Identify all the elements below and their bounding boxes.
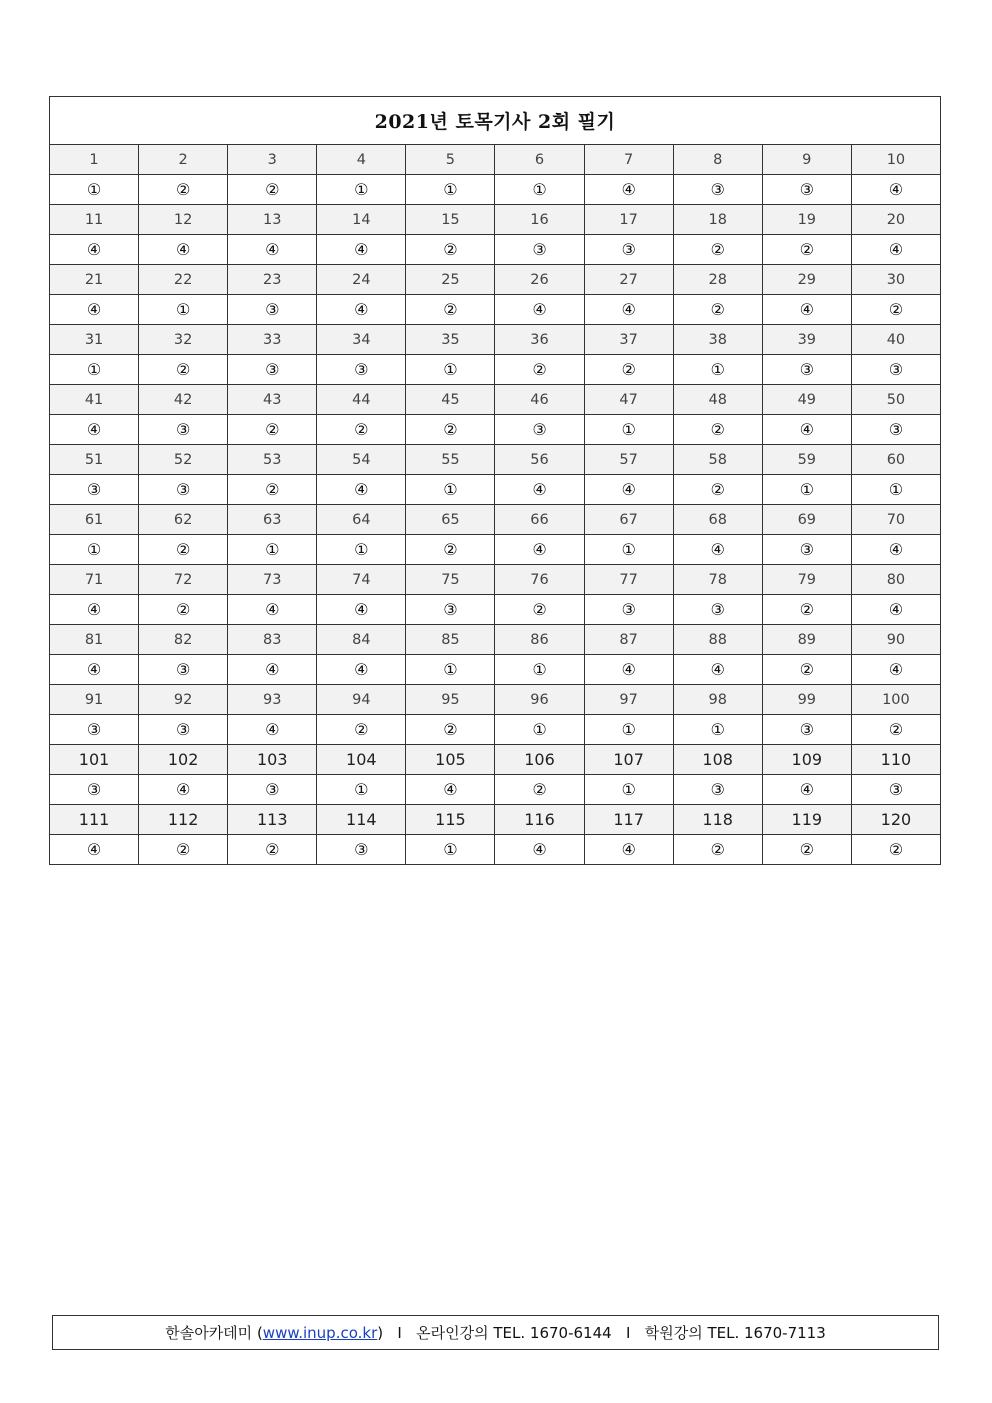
answer-cell: ② <box>584 355 673 385</box>
answer-row <box>50 175 941 205</box>
answer-row <box>50 295 941 325</box>
question-number: 96 <box>495 685 584 715</box>
answer-cell: ② <box>762 655 851 685</box>
answer-row <box>50 595 941 625</box>
question-number: 75 <box>406 565 495 595</box>
question-number: 52 <box>139 445 228 475</box>
answer-cell: ① <box>228 535 317 565</box>
question-number: 58 <box>673 445 762 475</box>
question-number: 111 <box>50 805 139 835</box>
answer-cell: ④ <box>139 775 228 805</box>
question-number: 98 <box>673 685 762 715</box>
question-number: 38 <box>673 325 762 355</box>
answer-cell: ② <box>406 415 495 445</box>
question-number: 101 <box>50 745 139 775</box>
question-number: 107 <box>584 745 673 775</box>
answer-row <box>50 235 941 265</box>
question-number: 69 <box>762 505 851 535</box>
question-number: 17 <box>584 205 673 235</box>
answer-cell: ④ <box>851 595 940 625</box>
question-number: 76 <box>495 565 584 595</box>
question-number: 56 <box>495 445 584 475</box>
answer-cell: ③ <box>762 355 851 385</box>
question-number: 65 <box>406 505 495 535</box>
answer-key-table <box>49 96 941 865</box>
answer-cell: ① <box>584 535 673 565</box>
answer-row <box>50 835 941 865</box>
question-number: 50 <box>851 385 940 415</box>
question-number: 21 <box>50 265 139 295</box>
answer-cell: ② <box>317 715 406 745</box>
question-number: 60 <box>851 445 940 475</box>
question-number: 15 <box>406 205 495 235</box>
question-number: 29 <box>762 265 851 295</box>
question-number: 30 <box>851 265 940 295</box>
answer-cell: ④ <box>228 595 317 625</box>
answer-cell: ④ <box>50 835 139 865</box>
answer-cell: ③ <box>851 415 940 445</box>
question-number: 79 <box>762 565 851 595</box>
question-number: 103 <box>228 745 317 775</box>
answer-cell: ③ <box>228 295 317 325</box>
question-number-row <box>50 265 941 295</box>
question-number: 93 <box>228 685 317 715</box>
answer-cell: ① <box>762 475 851 505</box>
answer-cell: ④ <box>851 175 940 205</box>
answer-cell: ③ <box>584 595 673 625</box>
question-number: 45 <box>406 385 495 415</box>
answer-cell: ① <box>673 355 762 385</box>
question-number: 73 <box>228 565 317 595</box>
answer-cell: ② <box>673 295 762 325</box>
answer-cell: ③ <box>851 775 940 805</box>
answer-cell: ② <box>406 295 495 325</box>
answer-cell: ③ <box>50 715 139 745</box>
answer-cell: ③ <box>50 475 139 505</box>
question-number: 108 <box>673 745 762 775</box>
answer-cell: ① <box>851 475 940 505</box>
answer-cell: ④ <box>317 595 406 625</box>
answer-row <box>50 415 941 445</box>
question-number: 77 <box>584 565 673 595</box>
answer-cell: ① <box>317 775 406 805</box>
question-number: 64 <box>317 505 406 535</box>
question-number: 74 <box>317 565 406 595</box>
answer-cell: ④ <box>851 655 940 685</box>
answer-cell: ④ <box>584 175 673 205</box>
question-number-row <box>50 145 941 175</box>
answer-cell: ② <box>762 595 851 625</box>
question-number: 113 <box>228 805 317 835</box>
answer-cell: ④ <box>495 535 584 565</box>
question-number: 110 <box>851 745 940 775</box>
answer-cell: ② <box>139 595 228 625</box>
question-number: 59 <box>762 445 851 475</box>
question-number: 114 <box>317 805 406 835</box>
answer-cell: ② <box>495 775 584 805</box>
answer-cell: ③ <box>673 595 762 625</box>
answer-cell: ① <box>50 535 139 565</box>
answer-cell: ④ <box>139 235 228 265</box>
answer-cell: ③ <box>317 835 406 865</box>
question-number: 55 <box>406 445 495 475</box>
answer-row <box>50 655 941 685</box>
question-number: 40 <box>851 325 940 355</box>
question-number: 90 <box>851 625 940 655</box>
question-number-row <box>50 325 941 355</box>
question-number: 43 <box>228 385 317 415</box>
answer-cell: ③ <box>584 235 673 265</box>
question-number: 78 <box>673 565 762 595</box>
answer-cell: ② <box>851 835 940 865</box>
question-number: 12 <box>139 205 228 235</box>
question-number: 49 <box>762 385 851 415</box>
answer-cell: ④ <box>228 235 317 265</box>
answer-cell: ② <box>673 415 762 445</box>
question-number: 106 <box>495 745 584 775</box>
question-number: 22 <box>139 265 228 295</box>
answer-cell: ① <box>139 295 228 325</box>
answer-cell: ④ <box>228 655 317 685</box>
question-number: 54 <box>317 445 406 475</box>
answer-cell: ④ <box>50 595 139 625</box>
question-number: 19 <box>762 205 851 235</box>
question-number: 120 <box>851 805 940 835</box>
question-number: 32 <box>139 325 228 355</box>
question-number: 6 <box>495 145 584 175</box>
question-number: 94 <box>317 685 406 715</box>
answer-cell: ④ <box>584 475 673 505</box>
question-number: 105 <box>406 745 495 775</box>
question-number: 109 <box>762 745 851 775</box>
answer-cell: ① <box>406 655 495 685</box>
question-number: 28 <box>673 265 762 295</box>
question-number: 25 <box>406 265 495 295</box>
question-number: 68 <box>673 505 762 535</box>
question-number: 41 <box>50 385 139 415</box>
answer-cell: ③ <box>228 355 317 385</box>
question-number: 35 <box>406 325 495 355</box>
question-number: 119 <box>762 805 851 835</box>
answer-cell: ① <box>584 715 673 745</box>
question-number: 20 <box>851 205 940 235</box>
answer-row <box>50 775 941 805</box>
answer-row <box>50 535 941 565</box>
question-number: 61 <box>50 505 139 535</box>
answer-cell: ④ <box>762 415 851 445</box>
question-number: 67 <box>584 505 673 535</box>
answer-cell: ② <box>406 535 495 565</box>
question-number: 102 <box>139 745 228 775</box>
question-number-row <box>50 205 941 235</box>
question-number: 97 <box>584 685 673 715</box>
answer-cell: ② <box>139 355 228 385</box>
answer-cell: ④ <box>584 835 673 865</box>
question-number: 86 <box>495 625 584 655</box>
answer-cell: ② <box>762 835 851 865</box>
question-number: 80 <box>851 565 940 595</box>
question-number: 46 <box>495 385 584 415</box>
question-number: 26 <box>495 265 584 295</box>
question-number: 14 <box>317 205 406 235</box>
answer-cell: ② <box>762 235 851 265</box>
answer-cell: ③ <box>762 715 851 745</box>
answer-cell: ④ <box>50 655 139 685</box>
academy-lecture-phone: 학원강의 TEL. 1670-7113 <box>644 1324 826 1342</box>
answer-cell: ③ <box>495 235 584 265</box>
question-number: 63 <box>228 505 317 535</box>
answer-cell: ② <box>495 355 584 385</box>
question-number: 16 <box>495 205 584 235</box>
separator: I <box>397 1323 402 1342</box>
answer-cell: ④ <box>851 535 940 565</box>
question-number: 70 <box>851 505 940 535</box>
question-number: 81 <box>50 625 139 655</box>
question-number: 89 <box>762 625 851 655</box>
answer-cell: ② <box>139 835 228 865</box>
answer-cell: ③ <box>851 355 940 385</box>
question-number: 112 <box>139 805 228 835</box>
question-number: 91 <box>50 685 139 715</box>
question-number-row <box>50 745 941 775</box>
answer-cell: ③ <box>139 715 228 745</box>
answer-cell: ③ <box>762 175 851 205</box>
question-number: 42 <box>139 385 228 415</box>
answer-cell: ① <box>495 655 584 685</box>
answer-cell: ③ <box>762 535 851 565</box>
answer-cell: ① <box>673 715 762 745</box>
question-number-row <box>50 805 941 835</box>
question-number: 88 <box>673 625 762 655</box>
answer-cell: ② <box>851 295 940 325</box>
answer-row <box>50 715 941 745</box>
question-number: 37 <box>584 325 673 355</box>
answer-cell: ④ <box>50 295 139 325</box>
question-number: 57 <box>584 445 673 475</box>
answer-cell: ① <box>584 415 673 445</box>
answer-cell: ① <box>495 175 584 205</box>
question-number: 36 <box>495 325 584 355</box>
academy-name: 한솔아카데미 <box>165 1324 253 1342</box>
question-number-row <box>50 625 941 655</box>
answer-cell: ① <box>406 835 495 865</box>
question-number: 47 <box>584 385 673 415</box>
answer-cell: ② <box>228 415 317 445</box>
question-number: 118 <box>673 805 762 835</box>
answer-cell: ② <box>228 175 317 205</box>
question-number: 87 <box>584 625 673 655</box>
answer-cell: ② <box>406 235 495 265</box>
question-number-row <box>50 565 941 595</box>
question-number: 48 <box>673 385 762 415</box>
answer-cell: ③ <box>228 775 317 805</box>
answer-cell: ④ <box>406 775 495 805</box>
question-number: 13 <box>228 205 317 235</box>
question-number: 100 <box>851 685 940 715</box>
question-number: 4 <box>317 145 406 175</box>
answer-cell: ④ <box>495 295 584 325</box>
answer-cell: ④ <box>673 535 762 565</box>
question-number: 72 <box>139 565 228 595</box>
question-number: 18 <box>673 205 762 235</box>
question-number: 33 <box>228 325 317 355</box>
question-number: 1 <box>50 145 139 175</box>
answer-cell: ④ <box>762 295 851 325</box>
question-number: 85 <box>406 625 495 655</box>
answer-cell: ① <box>317 175 406 205</box>
question-number: 84 <box>317 625 406 655</box>
answer-cell: ② <box>317 415 406 445</box>
answer-cell: ② <box>673 235 762 265</box>
answer-cell: ③ <box>317 355 406 385</box>
answer-cell: ① <box>406 355 495 385</box>
question-number: 66 <box>495 505 584 535</box>
answer-cell: ④ <box>317 235 406 265</box>
answer-cell: ④ <box>495 835 584 865</box>
answer-cell: ④ <box>584 655 673 685</box>
question-number: 27 <box>584 265 673 295</box>
question-number: 71 <box>50 565 139 595</box>
question-number: 44 <box>317 385 406 415</box>
answer-cell: ② <box>673 475 762 505</box>
answer-cell: ② <box>673 835 762 865</box>
question-number: 9 <box>762 145 851 175</box>
answer-cell: ④ <box>762 775 851 805</box>
question-number: 39 <box>762 325 851 355</box>
answer-cell: ③ <box>50 775 139 805</box>
question-number-row <box>50 445 941 475</box>
question-number: 10 <box>851 145 940 175</box>
answer-cell: ④ <box>495 475 584 505</box>
answer-cell: ② <box>139 535 228 565</box>
answer-cell: ④ <box>50 235 139 265</box>
question-number: 53 <box>228 445 317 475</box>
question-number: 2 <box>139 145 228 175</box>
online-lecture-phone: 온라인강의 TEL. 1670-6144 <box>416 1324 612 1342</box>
question-number: 92 <box>139 685 228 715</box>
question-number: 99 <box>762 685 851 715</box>
question-number: 116 <box>495 805 584 835</box>
question-number: 24 <box>317 265 406 295</box>
question-number: 31 <box>50 325 139 355</box>
question-number-row <box>50 685 941 715</box>
answer-cell: ④ <box>228 715 317 745</box>
question-number: 62 <box>139 505 228 535</box>
answer-cell: ② <box>495 595 584 625</box>
website-link[interactable]: www.inup.co.kr <box>262 1323 378 1342</box>
question-number: 7 <box>584 145 673 175</box>
answer-cell: ④ <box>673 655 762 685</box>
answer-cell: ① <box>406 175 495 205</box>
answer-cell: ④ <box>584 295 673 325</box>
answer-cell: ② <box>851 715 940 745</box>
answer-row <box>50 475 941 505</box>
question-number: 115 <box>406 805 495 835</box>
footer-bar: 한솔아카데미 ( www.inup.co.kr ) I 온라인강의 TEL. 1670-6144 I 학원강의 TEL. 1670-7113 <box>52 1315 939 1350</box>
answer-cell: ③ <box>139 415 228 445</box>
answer-row <box>50 355 941 385</box>
answer-cell: ③ <box>139 475 228 505</box>
answer-cell: ④ <box>317 475 406 505</box>
question-number: 82 <box>139 625 228 655</box>
answer-cell: ① <box>50 355 139 385</box>
question-number: 11 <box>50 205 139 235</box>
answer-cell: ② <box>139 175 228 205</box>
answer-cell: ③ <box>673 175 762 205</box>
question-number: 83 <box>228 625 317 655</box>
answer-cell: ② <box>228 475 317 505</box>
question-number: 23 <box>228 265 317 295</box>
answer-cell: ③ <box>139 655 228 685</box>
question-number: 51 <box>50 445 139 475</box>
answer-cell: ② <box>228 835 317 865</box>
question-number: 104 <box>317 745 406 775</box>
page-title: 2021년 토목기사 2회 필기 <box>50 97 941 145</box>
question-number: 95 <box>406 685 495 715</box>
question-number: 34 <box>317 325 406 355</box>
answer-cell: ① <box>406 475 495 505</box>
answer-cell: ② <box>406 715 495 745</box>
answer-cell: ③ <box>495 415 584 445</box>
answer-cell: ① <box>495 715 584 745</box>
separator: I <box>625 1323 631 1342</box>
answer-cell: ① <box>317 535 406 565</box>
question-number: 3 <box>228 145 317 175</box>
question-number: 8 <box>673 145 762 175</box>
question-number-row <box>50 505 941 535</box>
question-number: 117 <box>584 805 673 835</box>
answer-cell: ① <box>584 775 673 805</box>
answer-cell: ④ <box>851 235 940 265</box>
answer-cell: ④ <box>50 415 139 445</box>
question-number-row <box>50 385 941 415</box>
question-number: 5 <box>406 145 495 175</box>
answer-cell: ① <box>50 175 139 205</box>
answer-cell: ④ <box>317 655 406 685</box>
answer-cell: ④ <box>317 295 406 325</box>
answer-cell: ③ <box>673 775 762 805</box>
answer-cell: ③ <box>406 595 495 625</box>
